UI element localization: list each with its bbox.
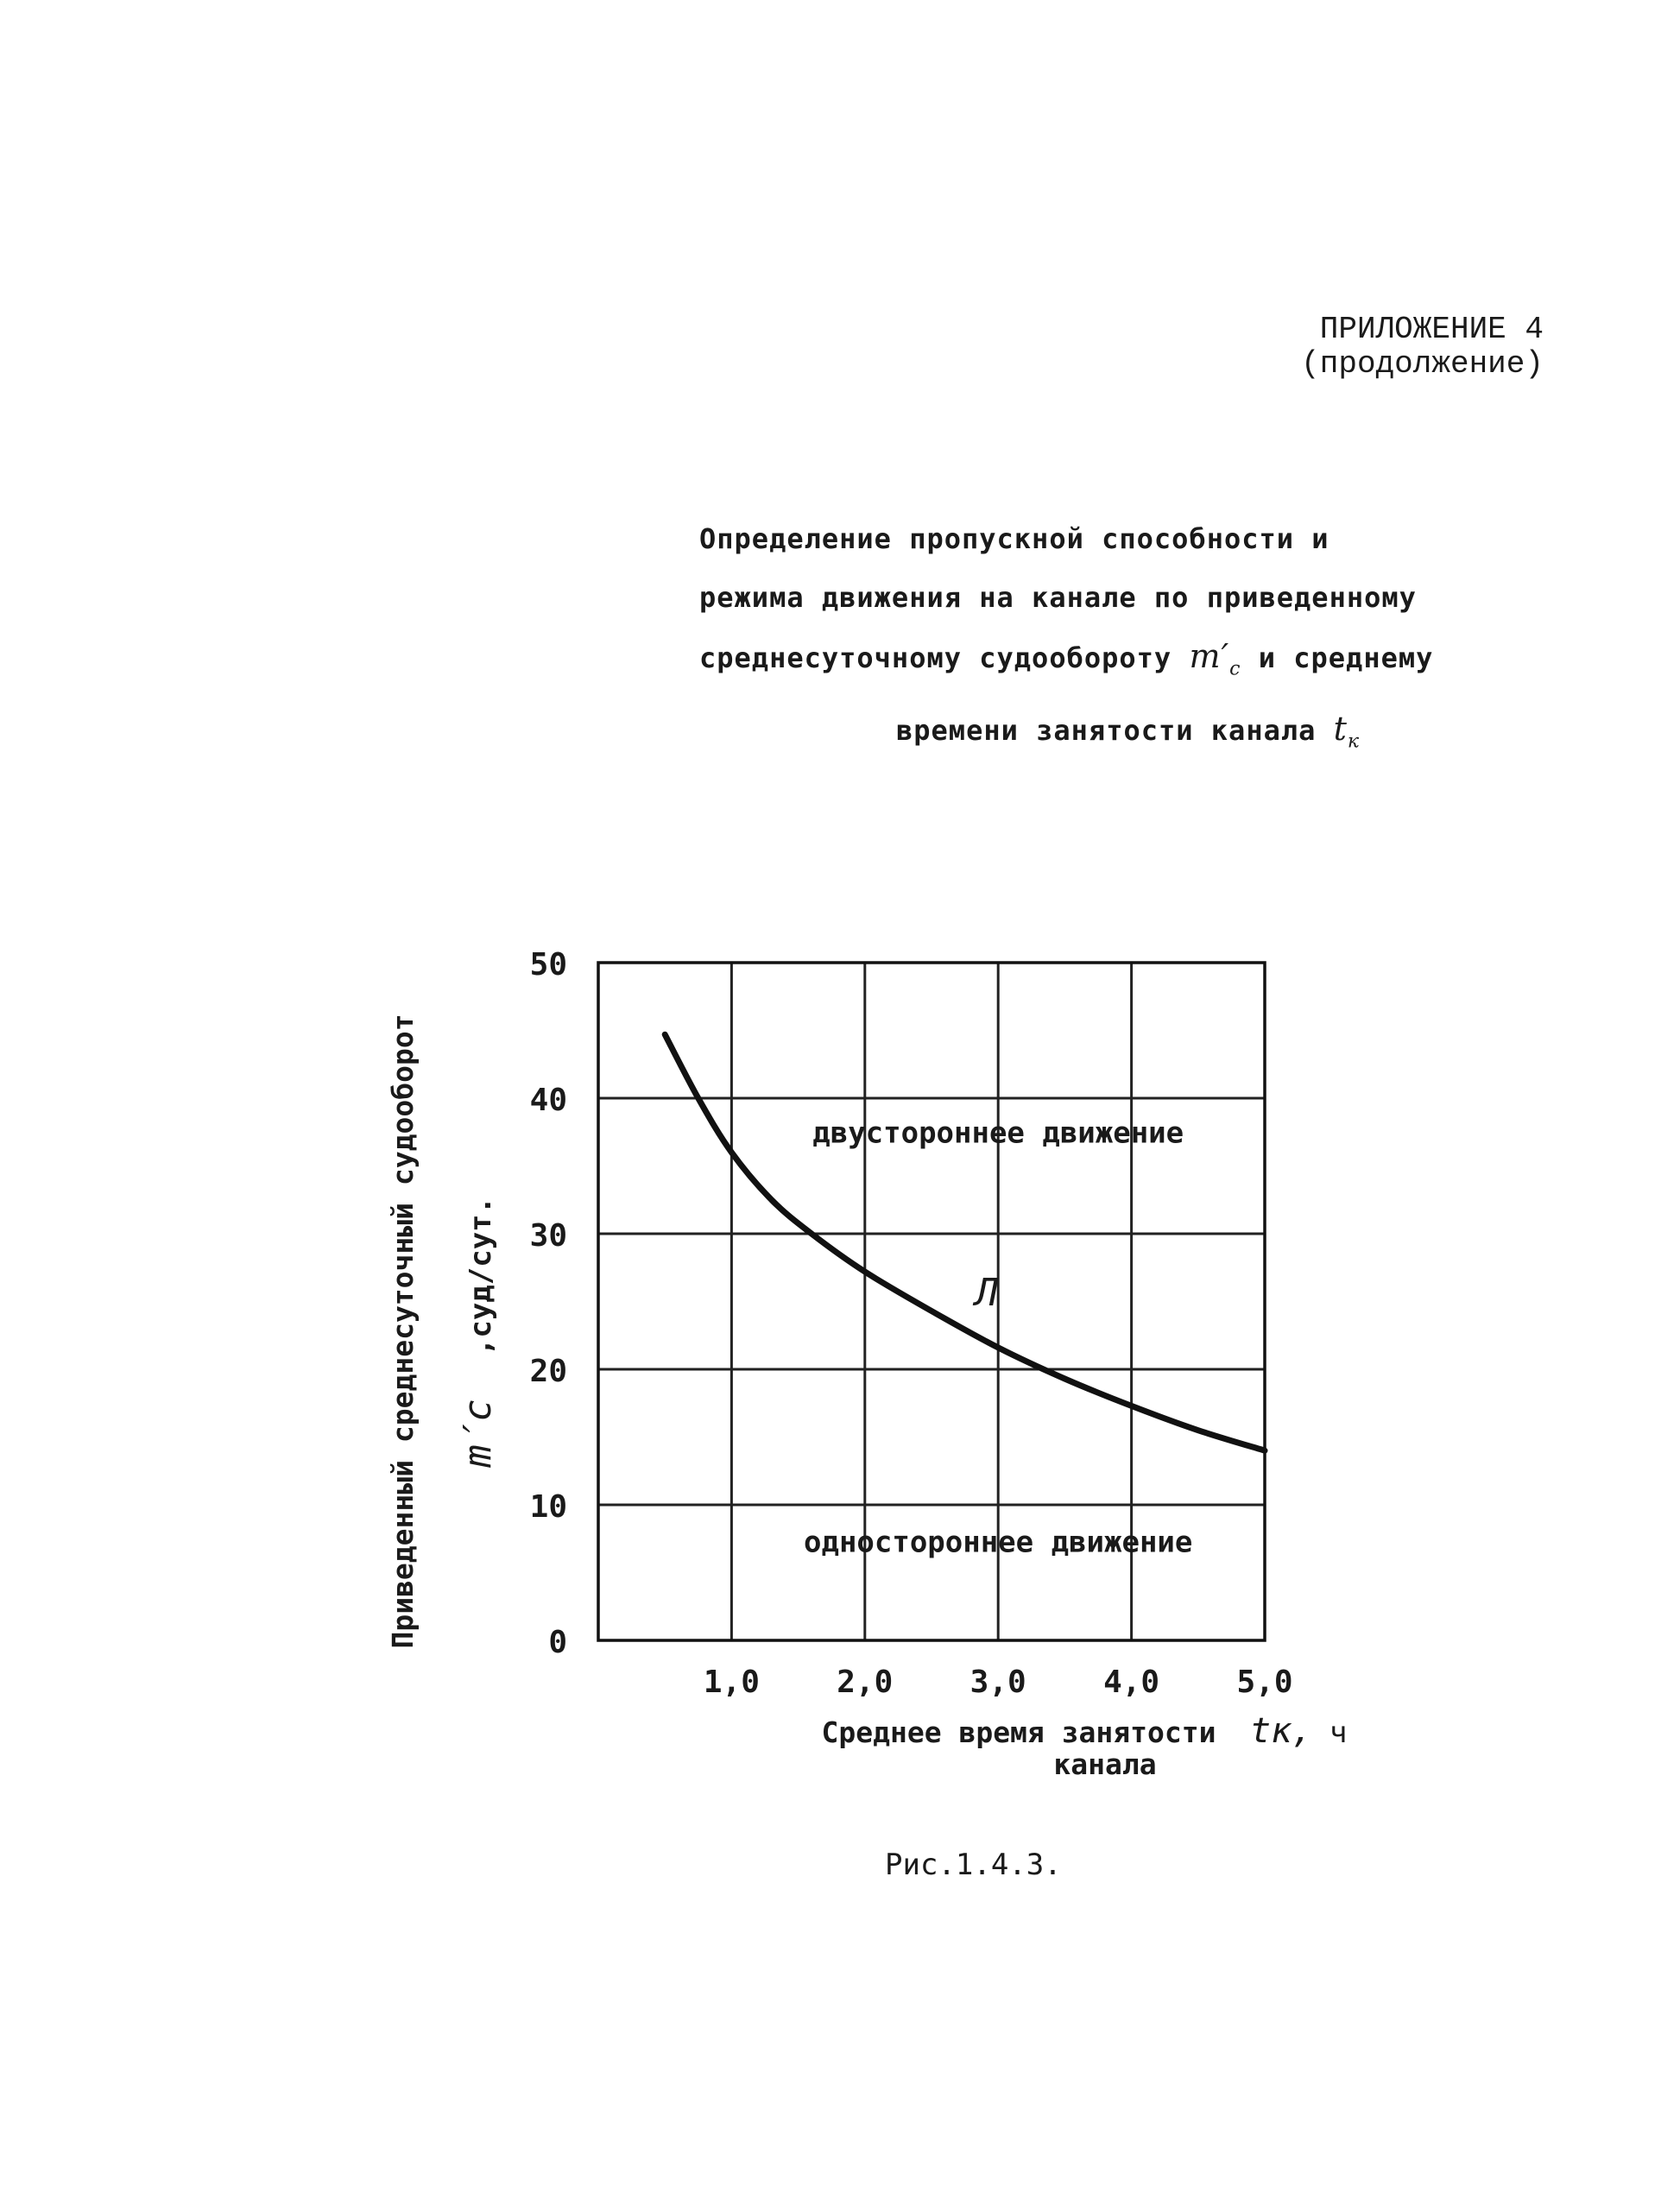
occupancy-symbol-base: t — [1333, 709, 1348, 748]
occupancy-symbol-sub: к — [1347, 730, 1361, 753]
curve-point — [665, 1034, 666, 1035]
curve-label: Л — [975, 1270, 999, 1315]
description-line-2: режима движения на канале по приведенному — [699, 581, 1417, 614]
y-tick-label: 40 — [529, 1083, 567, 1118]
description-line-4-text: времени занятости канала — [896, 713, 1317, 747]
x-axis-symbol: tк, — [1250, 1711, 1313, 1751]
turnover-symbol-base: m — [1189, 637, 1222, 675]
y-tick-label: 30 — [529, 1218, 567, 1254]
y-tick-label: 0 — [548, 1625, 567, 1660]
x-tick-label: 1,0 — [703, 1665, 760, 1700]
appendix-title: ПРИЛОЖЕНИЕ 4 — [1319, 312, 1544, 347]
turnover-symbol-sub: с — [1229, 658, 1241, 680]
figure-label: Рис.1.4.3. — [885, 1848, 1062, 1882]
region-label-two-way: двустороннее движение — [812, 1115, 1184, 1151]
appendix-continuation: (продолжение) — [1301, 346, 1544, 382]
curve-point — [1197, 1430, 1198, 1431]
y-tick-label: 10 — [529, 1489, 567, 1525]
y-tick-label: 20 — [529, 1354, 567, 1389]
description-line-3-text: среднесуточному судообороту — [699, 641, 1172, 674]
curve-point — [864, 1271, 865, 1272]
x-axis-label-line2: канала — [1053, 1747, 1157, 1781]
y-tick-label: 50 — [529, 947, 567, 982]
y-axis-label: Приведенный среднесуточный судооборот — [386, 1014, 420, 1649]
turnover-symbol-prime: ′ — [1221, 637, 1230, 675]
curve-point — [998, 1347, 999, 1348]
y-axis-unit: ,суд/сут. — [464, 1196, 498, 1356]
curve-point — [731, 1152, 732, 1153]
curve-point — [1064, 1378, 1065, 1379]
x-axis-unit: ч — [1329, 1715, 1348, 1750]
description-line-1: Определение пропускной способности и — [699, 522, 1329, 555]
x-tick-label: 5,0 — [1236, 1665, 1293, 1700]
description-line-3-tail: и среднему — [1258, 641, 1434, 674]
curve-point — [771, 1199, 772, 1200]
x-tick-label: 4,0 — [1103, 1665, 1160, 1700]
curve-point — [1265, 1450, 1266, 1451]
x-axis-label-line1: Среднее время занятости — [821, 1715, 1216, 1749]
x-tick-label: 2,0 — [837, 1665, 894, 1700]
y-axis-symbol: m′с — [456, 1399, 500, 1468]
x-tick-label: 3,0 — [969, 1665, 1026, 1700]
region-label-one-way: одностороннее движение — [804, 1525, 1193, 1560]
